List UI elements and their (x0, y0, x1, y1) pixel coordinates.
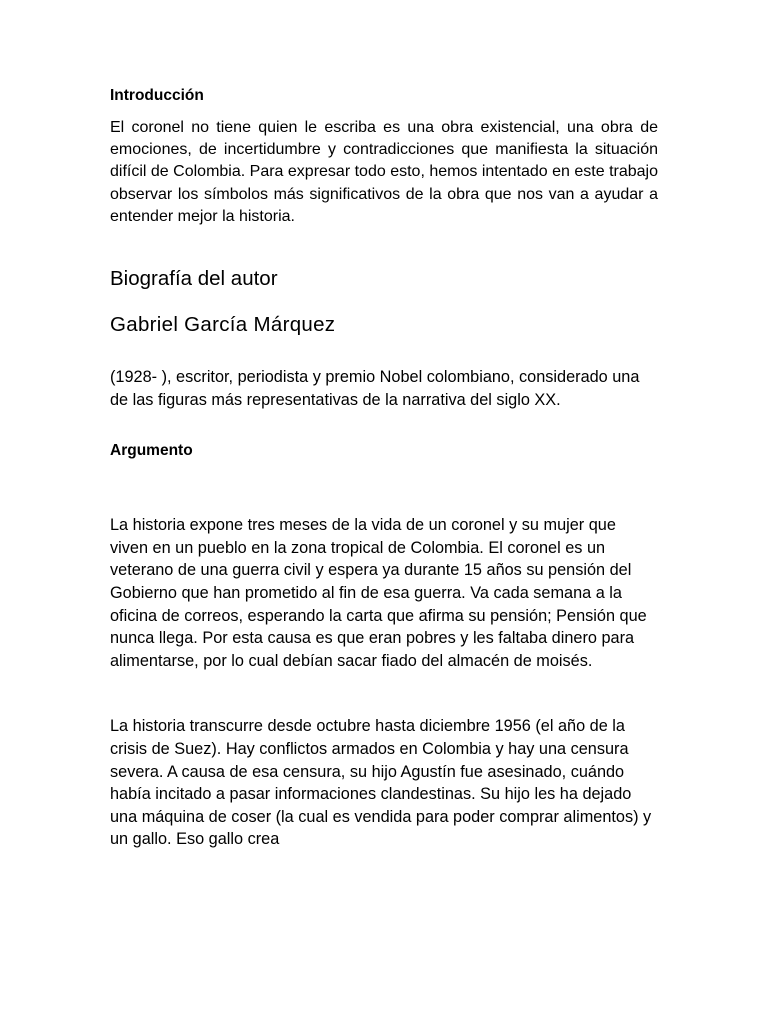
argumento-heading: Argumento (110, 442, 193, 460)
argumento-paragraph-1: La historia expone tres meses de la vida de un coronel y su mujer que viven en un pueblo en la zona tropical de Colombia. El coronel es un veterano de una guerra civil y espera ya durante 15 años su pensión del Gobierno que han prometido al fin de esa guerra. Va cada semana a la oficina de correos, esperando la carta que afirma su pensión; Pensión que nunca llega. Por esta causa es que eran pobres y les faltaba dinero para alimentarse, por lo cual debían sacar fiado del almacén de moisés. (110, 516, 647, 670)
author-bio-paragraph: (1928- ), escritor, periodista y premio Nobel colombiano, considerado una de las figuras más representativas de la narrativa del siglo XX. (110, 368, 640, 409)
document-page (110, 86, 658, 851)
introduccion-paragraph: El coronel no tiene quien le escriba es una obra existencial, una obra de emociones, de incertidumbre y contradicciones que manifiesta la situación difícil de Colombia. Para expresar todo esto, hemos intentado en este trabajo observar los símbolos más significativos de la obra que nos van a ayudar a entender mejor la historia. (110, 119, 658, 225)
argumento-paragraph-2: La historia transcurre desde octubre hasta diciembre 1956 (el año de la crisis de Suez). Hay conflictos armados en Colombia y hay una censura severa. A causa de esa censura, su hijo Agustín fue asesinado, cuándo había incitado a pasar informaciones clandestinas. Su hijo les ha dejado una máquina de coser (la cual es vendida para poder comprar alimentos) y un gallo. Eso gallo crea (110, 717, 652, 849)
biografia-heading: Biografía del autor (110, 267, 278, 291)
author-name-heading: Gabriel García Márquez (110, 313, 336, 337)
introduccion-heading: Introducción (110, 87, 204, 104)
